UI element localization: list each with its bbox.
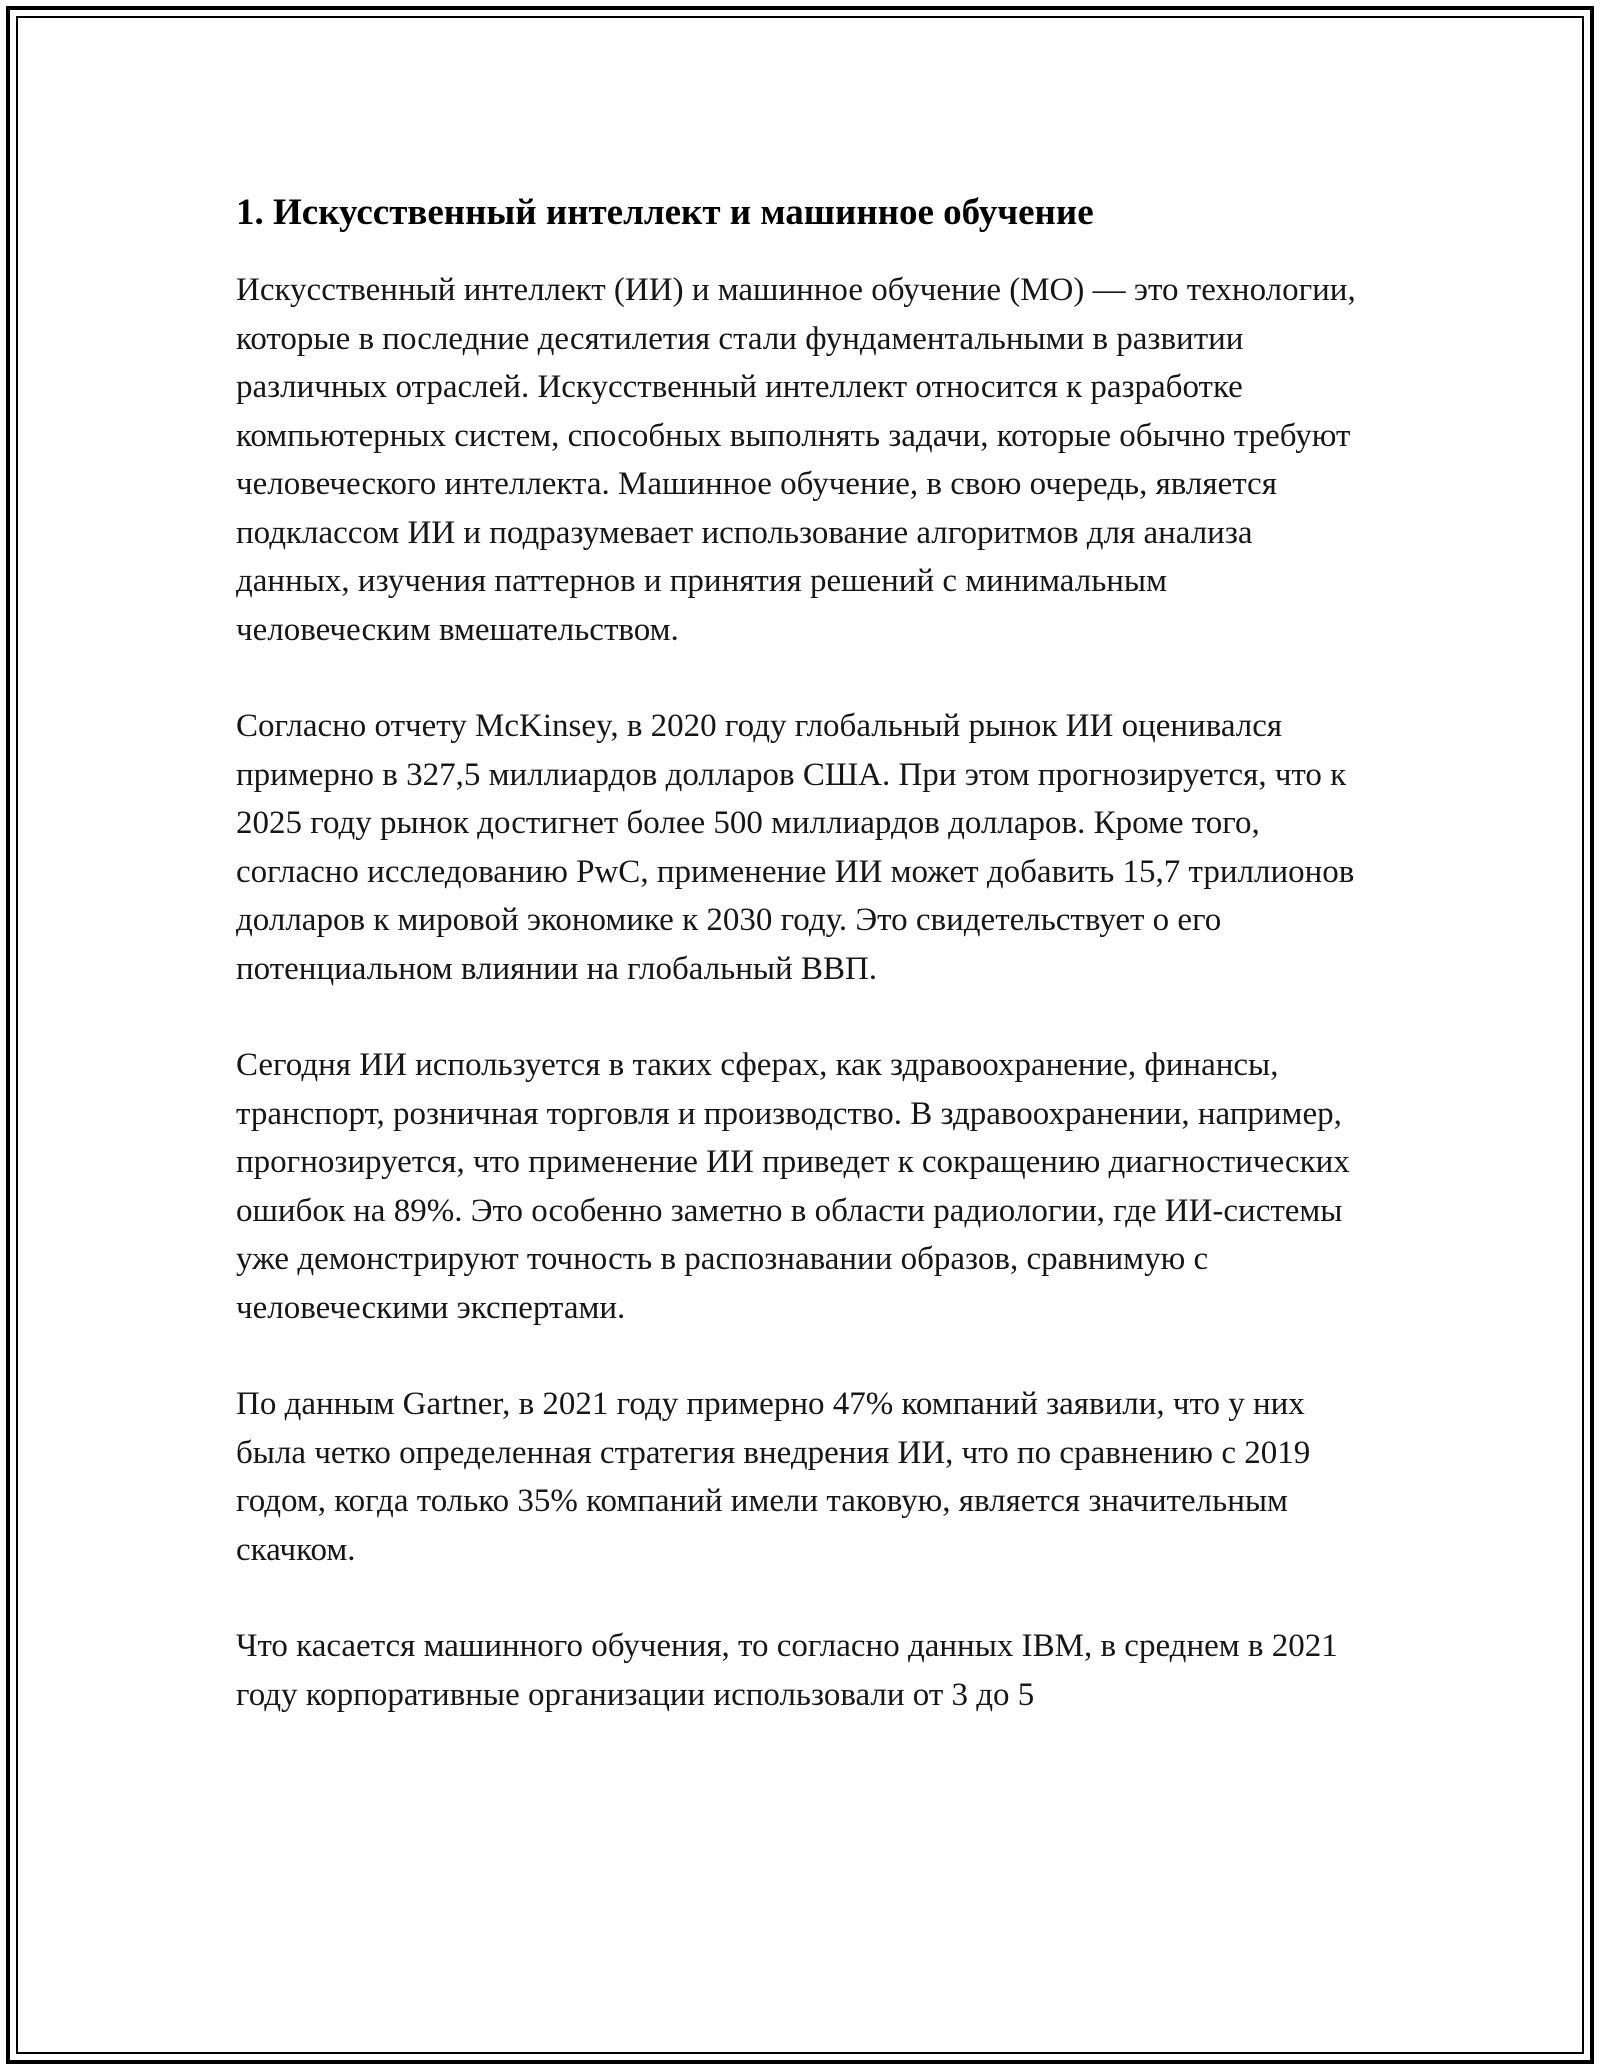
section-heading: 1. Искусственный интеллект и машинное обучение <box>236 192 1094 233</box>
paragraph-4: По данным Gartner, в 2021 году примерно 47% компаний заявили, что у них была четко определенная стратегия внедрения ИИ, что по сравнению с 2019 годом, когда только 35% компаний имели таковую, является значительным скачком. <box>236 1386 1311 1568</box>
paragraph-1: Искусственный интеллект (ИИ) и машинное обучение (МО) — это технологии, которые в последние десятилетия стали фундаментальными в развитии различных отраслей. Искусственный интеллект относится к разработке компьютерных систем, способных выполнять задачи, которые обычно требуют человеческого интеллекта. Машинное обучение, в свою очередь, является подклассом ИИ и подразумевает использование алгоритмов для анализа данных, изучения паттернов и принятия решений с минимальным человеческим вмешательством. <box>236 272 1356 648</box>
paragraph-2: Согласно отчету McKinsey, в 2020 году глобальный рынок ИИ оценивался примерно в 327,5 миллиардов долларов США. При этом прогнозируется, что к 2025 году рынок достигнет более 500 миллиардов долларов. Кроме того, согласно исследованию PwC, применение ИИ может добавить 15,7 триллионов долларов к мировой экономике к 2030 году. Это свидетельствует о его потенциальном влиянии на глобальный ВВП. <box>236 708 1355 987</box>
paragraph-3: Сегодня ИИ используется в таких сферах, как здравоохранение, финансы, транспорт, розничная торговля и производство. В здравоохранении, например, прогнозируется, что применение ИИ приведет к сокращению диагностических ошибок на 89%. Это особенно заметно в области радиологии, где ИИ-системы уже демонстрируют точность в распознавании образов, сравнимую с человеческими экспертами. <box>236 1047 1350 1326</box>
paragraph-5: Что касается машинного обучения, то согласно данных IBM, в среднем в 2021 году корпоративные организации использовали от 3 до 5 <box>236 1628 1338 1713</box>
document-content <box>236 188 1366 1719</box>
